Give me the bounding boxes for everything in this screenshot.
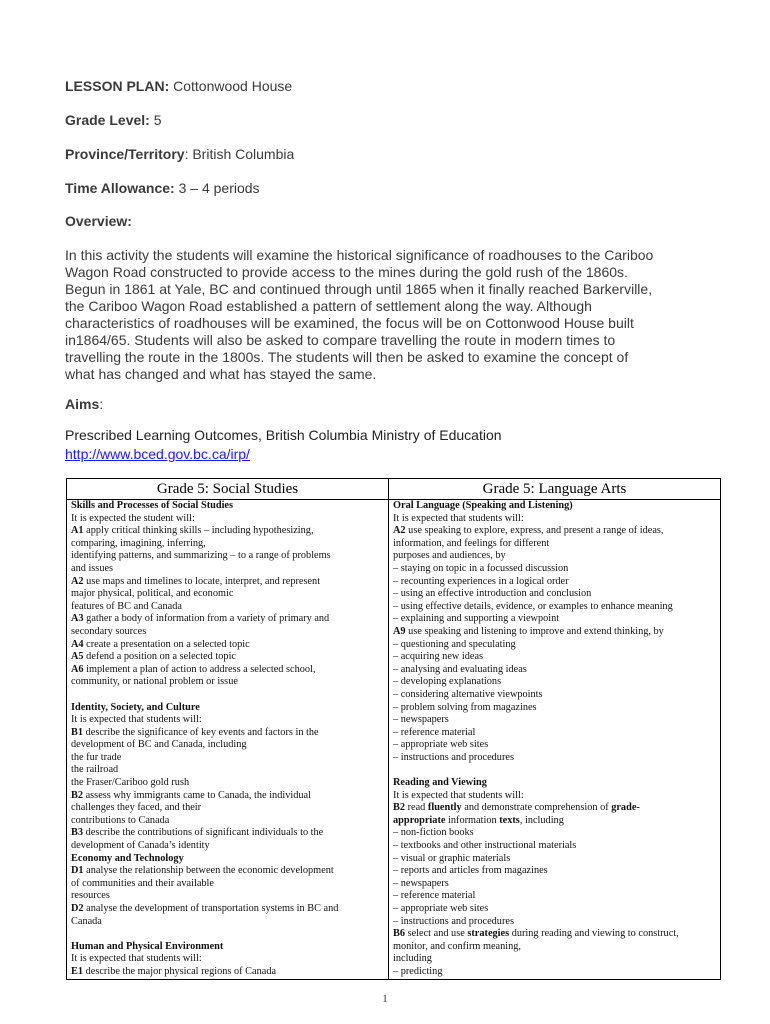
spacer xyxy=(71,689,384,702)
learning-outcomes-text: Prescribed Learning Outcomes, British Columbia Ministry of Education xyxy=(65,427,502,443)
outcome-text: use speaking to explore, express, and present a range of ideas, xyxy=(405,525,664,537)
outcome-line xyxy=(71,664,384,677)
outcome-emphasis: appropriate xyxy=(393,814,446,826)
section-title: Reading and Viewing xyxy=(393,777,487,789)
section-title: Identity, Society, and Culture xyxy=(71,701,200,713)
outcome-text: , including xyxy=(519,814,564,826)
section-title: Oral Language (Speaking and Listening) xyxy=(393,500,573,511)
outcome-line: identifying patterns, and summarizing – to a range of problems xyxy=(71,550,331,562)
overview-line: travelling the route in the 1800s. The students will then be asked to examine the concept of xyxy=(65,349,629,365)
outcome-code: E1 xyxy=(71,965,84,977)
list-item: – instructions and procedures xyxy=(393,915,514,927)
list-item: – predicting xyxy=(393,965,443,977)
spacer xyxy=(393,764,716,777)
outcome-emphasis: texts xyxy=(499,814,520,826)
outcome-text: create a presentation on a selected topic xyxy=(83,638,250,650)
outcome-line: secondary sources xyxy=(71,625,147,637)
outcome-line: major physical, political, and economic xyxy=(71,588,234,600)
grade-level-line xyxy=(65,112,162,129)
list-item: – reference material xyxy=(393,890,476,902)
overview-line: In this activity the students will examine the historical significance of roadhouses to the Cariboo xyxy=(65,247,654,263)
list-item: – textbooks and other instructional materials xyxy=(393,840,577,852)
spacer xyxy=(71,928,384,941)
outcome-line xyxy=(71,727,384,740)
outcome-line: Canada xyxy=(71,915,102,927)
outcome-line xyxy=(71,576,384,589)
overview-line: in1864/65. Students will also be asked to compare travelling the route in modern times to xyxy=(65,332,616,348)
overview-paragraph xyxy=(65,247,725,383)
list-item: – reference material xyxy=(393,726,476,738)
outcome-code: A2 xyxy=(71,575,84,587)
outcome-line xyxy=(71,966,384,979)
list-item: – appropriate web sites xyxy=(393,739,489,751)
list-item: – problem solving from magazines xyxy=(393,701,537,713)
outcome-line xyxy=(393,802,716,815)
outcome-text: use maps and timelines to locate, interpret, and represent xyxy=(83,575,321,587)
section-title: Skills and Processes of Social Studies xyxy=(71,500,234,511)
outcome-code: B6 xyxy=(393,928,406,940)
outcome-code: D1 xyxy=(71,865,84,877)
lesson-plan-value: Cottonwood House xyxy=(173,78,293,94)
outcome-line: purposes and audiences, by xyxy=(393,550,506,562)
outcome-line: development of Canada’s identity xyxy=(71,840,210,852)
outcome-line: and issues xyxy=(71,562,114,574)
province-value: : British Columbia xyxy=(184,146,295,162)
overview-line: what has changed and what has stayed the same. xyxy=(65,366,377,382)
section-intro: It is expected that students will: xyxy=(393,789,524,801)
list-item: – recounting experiences in a logical order xyxy=(393,575,569,587)
outcome-line xyxy=(71,525,384,538)
outcome-emphasis: fluently xyxy=(427,802,462,814)
outcome-line xyxy=(393,928,716,941)
overview-line: Begun in 1861 at Yale, BC and continued through until 1865 when it finally reached Barkerville, xyxy=(65,281,653,297)
outcome-text: apply critical thinking skills – including hypothesizing, xyxy=(83,525,314,537)
outcome-text: information xyxy=(445,814,500,826)
outcome-code: A1 xyxy=(71,525,84,537)
outcome-code: A9 xyxy=(393,625,406,637)
time-allowance-value: 3 – 4 periods xyxy=(178,180,260,196)
list-item: – newspapers xyxy=(393,877,449,889)
section-intro: It is expected the student will: xyxy=(71,512,195,524)
aims-label: Aims xyxy=(65,396,100,412)
outcome-text: gather a body of information from a variety of primary and xyxy=(83,613,330,625)
time-allowance-label: Time Allowance: xyxy=(65,180,175,196)
social-studies-header: Grade 5: Social Studies xyxy=(67,479,389,500)
outcome-line xyxy=(393,626,716,639)
list-item: – appropriate web sites xyxy=(393,903,489,914)
outcome-line xyxy=(393,815,716,828)
outcome-code: B3 xyxy=(71,827,84,839)
language-arts-cell xyxy=(389,500,721,980)
outcome-text: analyse the development of transportation systems in BC and xyxy=(83,903,339,914)
list-item: – acquiring new ideas xyxy=(393,651,484,663)
table-header-row xyxy=(67,479,721,500)
outcome-line xyxy=(71,865,384,878)
language-arts-header: Grade 5: Language Arts xyxy=(389,479,721,500)
list-item: – staying on topic in a focussed discussion xyxy=(393,562,569,574)
overview-line: characteristics of roadhouses will be examined, the focus will be on Cottonwood House built xyxy=(65,315,634,331)
outcome-code: B2 xyxy=(393,802,406,814)
list-item: – reports and articles from magazines xyxy=(393,865,548,877)
lesson-plan-label: LESSON PLAN: xyxy=(65,78,170,94)
table-body-row xyxy=(67,500,721,980)
overview-label: Overview: xyxy=(65,213,132,229)
outcome-code: A5 xyxy=(71,651,84,663)
outcome-code: B1 xyxy=(71,726,84,738)
outcome-line: development of BC and Canada, including xyxy=(71,739,247,751)
outcome-line: the fur trade xyxy=(71,751,122,763)
section-intro: It is expected that students will: xyxy=(71,714,202,726)
outcome-text: describe the significance of key events and factors in the xyxy=(83,726,319,738)
section-intro: It is expected that students will: xyxy=(393,512,524,524)
section-title: Human and Physical Environment xyxy=(71,940,224,952)
outcome-text: defend a position on a selected topic xyxy=(83,651,236,663)
aims-colon: : xyxy=(99,396,104,412)
outcome-line xyxy=(71,903,384,916)
province-label: Province/Territory xyxy=(65,146,185,162)
outcome-text: during reading and viewing to construct, xyxy=(509,928,679,940)
outcome-line: the railroad xyxy=(71,764,119,776)
outcome-line: comparing, imagining, inferring, xyxy=(71,537,206,549)
list-item: – considering alternative viewpoints xyxy=(393,688,543,700)
irp-link[interactable]: http://www.bced.gov.bc.ca/irp/ xyxy=(65,446,250,462)
outcome-text: assess why immigrants came to Canada, the individual xyxy=(83,789,311,801)
outcome-line: information, and feelings for different xyxy=(393,537,550,549)
grade-level-value: 5 xyxy=(153,112,162,128)
outcome-line: the Fraser/Cariboo gold rush xyxy=(71,777,190,789)
list-item: – explaining and supporting a viewpoint xyxy=(393,613,560,625)
outcome-line xyxy=(71,613,384,626)
outcome-line xyxy=(71,790,384,803)
outcome-emphasis: strategies xyxy=(467,928,510,940)
list-item: – instructions and procedures xyxy=(393,751,514,763)
outcome-code: D2 xyxy=(71,903,84,914)
outcome-line xyxy=(393,525,716,538)
outcome-code: A2 xyxy=(393,525,406,537)
outcome-line: community, or national problem or issue xyxy=(71,676,238,688)
outcome-code: A6 xyxy=(71,663,84,675)
outcome-text: read xyxy=(405,802,428,814)
outcome-text: implement a plan of action to address a selected school, xyxy=(83,663,316,675)
list-item: – developing explanations xyxy=(393,676,502,688)
outcome-text: select and use xyxy=(405,928,468,940)
outcome-line: monitor, and confirm meaning, xyxy=(393,940,521,952)
overview-line: Wagon Road constructed to provide access to the mines during the gold rush of the 1860s. xyxy=(65,264,628,280)
time-allowance-line xyxy=(65,180,260,197)
section-title: Economy and Technology xyxy=(71,852,184,864)
outcome-text: and demonstrate comprehension of xyxy=(461,802,612,814)
list-item: – using effective details, evidence, or examples to enhance meaning xyxy=(393,600,673,612)
outcome-line: challenges they faced, and their xyxy=(71,802,202,814)
outcome-text: describe the contributions of significant individuals to the xyxy=(83,827,324,839)
section-intro: It is expected that students will: xyxy=(71,953,202,965)
outcome-line: contributions to Canada xyxy=(71,814,170,826)
lesson-plan-line xyxy=(65,78,292,95)
outcome-emphasis: grade- xyxy=(611,802,640,814)
outcome-code: B2 xyxy=(71,789,84,801)
list-item: – newspapers xyxy=(393,714,449,726)
grade-level-label: Grade Level: xyxy=(65,112,150,128)
outcomes-table xyxy=(66,478,721,980)
outcome-line xyxy=(71,827,384,840)
page-number: 1 xyxy=(382,993,388,1005)
list-item: – analysing and evaluating ideas xyxy=(393,663,527,675)
outcome-text: describe the major physical regions of Canada xyxy=(83,965,277,977)
province-line xyxy=(65,146,294,163)
outcome-code: A4 xyxy=(71,638,84,650)
outcome-line: of communities and their available xyxy=(71,877,214,889)
aims-heading xyxy=(65,396,103,413)
outcome-line xyxy=(71,651,384,664)
list-item: – using an effective introduction and conclusion xyxy=(393,588,592,600)
list-item: – visual or graphic materials xyxy=(393,852,511,864)
outcome-line: resources xyxy=(71,890,110,902)
outcome-line: including xyxy=(393,953,432,965)
outcome-line: features of BC and Canada xyxy=(71,600,182,612)
outcome-text: use speaking and listening to improve and extend thinking, by xyxy=(405,625,664,637)
overview-line: the Cariboo Wagon Road established a pattern of settlement along the way. Although xyxy=(65,298,592,314)
social-studies-cell xyxy=(67,500,389,980)
outcome-code: A3 xyxy=(71,613,84,625)
list-item: – questioning and speculating xyxy=(393,638,516,650)
outcome-text: analyse the relationship between the economic development xyxy=(83,865,334,877)
overview-heading xyxy=(65,213,132,230)
list-item: – non-fiction books xyxy=(393,827,474,839)
outcome-line xyxy=(71,639,384,652)
